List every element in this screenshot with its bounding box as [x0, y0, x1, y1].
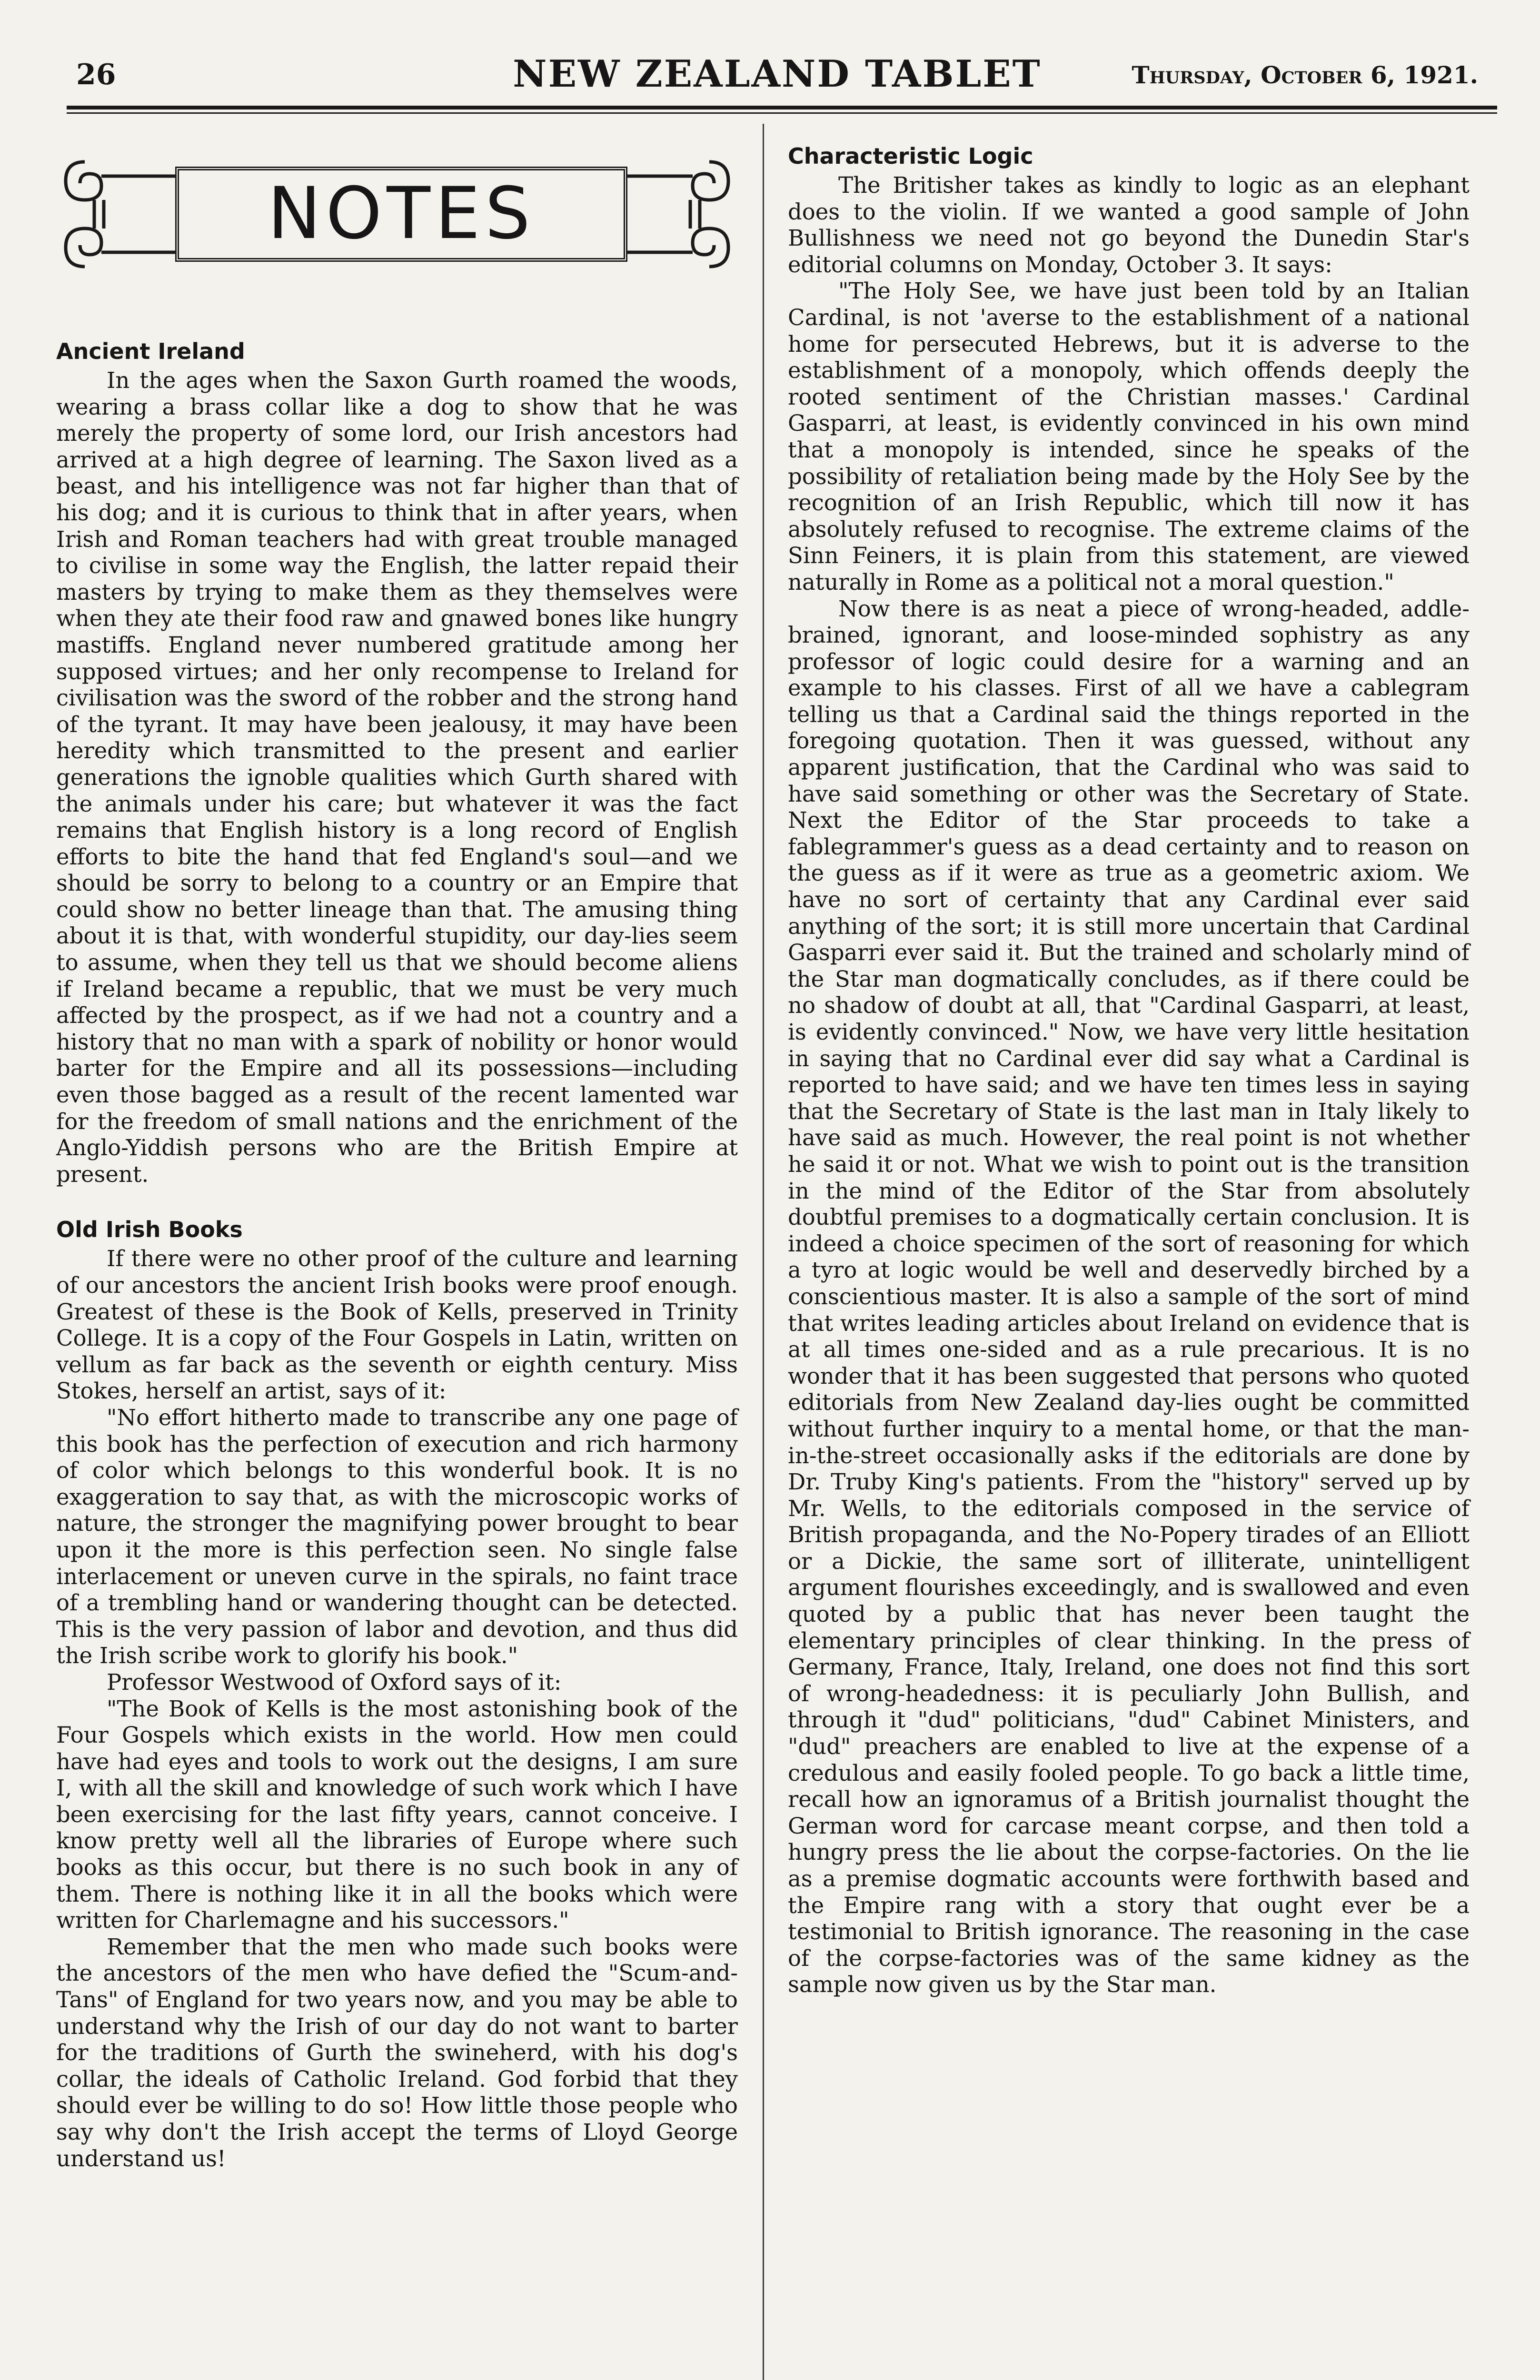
header-rule — [67, 106, 1497, 109]
issue-date: Thursday, October 6, 1921. — [1132, 61, 1478, 89]
section-heading: Ancient Ireland — [56, 338, 245, 364]
paragraph: The Britisher takes as kindly to logic as an elephant does to the violin. If we wanted a good sample of John Bullishness we need not go beyond the Dunedin Star's editorial columns on Monday, October 3. It says: — [788, 172, 1470, 278]
notes-box — [175, 167, 627, 262]
quotation: "No effort hitherto made to transcribe any one page of this book has the perfection of execution and rich harmony of color which belongs to this wonderful book. It is no exaggeration to say that, as with the microscopic works of nature, the stronger the magnifying power brought to bear upon it the more is this perfection seen. No single false interlacement or uneven curve in the spirals, no faint trace of a trembling hand or wandering thought can be detected. This is the very passion of labor and devotion, and thus did the Irish scribe work to glorify his book." — [56, 1404, 738, 1669]
masthead — [76, 52, 1478, 105]
section-heading: Old Irish Books — [56, 1217, 243, 1243]
paragraph: Professor Westwood of Oxford says of it: — [107, 1669, 562, 1695]
paragraph: If there were no other proof of the culture and learning of our ancestors the ancient Irish books were proof enough. Greatest of these is the Book of Kells, preserved in Trinity College. It is a copy of the Four Gospels in Latin, written on vellum as far back as the seventh or eighth century. Miss Stokes, herself an artist, says of it: — [56, 1246, 738, 1404]
notes-banner — [56, 148, 738, 338]
notes-label: NOTES — [268, 172, 535, 256]
right-column — [788, 143, 1470, 1998]
column-divider — [763, 124, 764, 2380]
quotation: "The Book of Kells is the most astonishing book of the Four Gospels which exists in the world. How men could have had eyes and tools to work out the designs, I am sure I, with all the skill and knowledge of such work which I have been exercising for the last fifty years, cannot conceive. I know pretty well all the libraries of Europe where such books as this occur, but there is no such book in any of them. There is nothing like it in all the books which were written for Charlemagne and his successors." — [56, 1696, 738, 1934]
section-heading: Characteristic Logic — [788, 143, 1033, 169]
newspaper-title: NEW ZEALAND TABLET — [513, 52, 1042, 96]
page-number: 26 — [76, 58, 116, 91]
quotation: "The Holy See, we have just been told by an Italian Cardinal, is not 'averse to the establishment of a national home for persecuted Hebrews, but it is adverse to the establishment of a monopoly, which offends deeply the rooted sentiment of the Christian masses.' Cardinal Gasparri, at least, is evidently convinced in his own mind that a monopoly is intended, since he speaks of the possibility of retaliation being made by the Holy See by the recognition of an Irish Republic, which till now it has absolutely refused to recognise. The extreme claims of the Sinn Feiners, it is plain from this statement, are viewed naturally in Rome as a political not a moral question." — [788, 278, 1470, 595]
left-column — [56, 152, 738, 2172]
paragraph: In the ages when the Saxon Gurth roamed the woods, wearing a brass collar like a dog to show that he was merely the property of some lord, our Irish ancestors had arrived at a high degree of learning. The Saxon lived as a beast, and his intelligence was not far higher than that of his dog; and it is curious to think that in after years, when Irish and Roman teachers had with great trouble managed to civilise in some way the English, the latter repaid their masters by trying to make them as they themselves were when they ate their food raw and gnawed bones like hungry mastiffs. England never numbered gratitude among her supposed virtues; and her only recompense to Ireland for civilisation was the sword of the robber and the strong hand of the tyrant. It may have been jealousy, it may have been heredity which transmitted to the present and earlier generations the ignoble qualities which Gurth shared with the animals under his care; but whatever it was the fact remains that English history is a long record of English efforts to bite the hand that fed England's soul—and we should be sorry to belong to a country or an Empire that could show no better lineage than that. The amusing thing about it is that, with wonderful stupidity, our day-lies seem to assume, when they tell us that we should become aliens if Ireland became a republic, that we must be very much affected by the prospect, as if we had not a country and a history that no man with a spark of nobility or honor would barter for the Empire and all its possessions—including even those bagged as a result of the recent lamented war for the freedom of small nations and the enrichment of the Anglo-Yiddish persons who are the British Empire at present. — [56, 367, 738, 1187]
header-rule-thin — [67, 112, 1497, 114]
paragraph: Now there is as neat a piece of wrong-headed, addle-brained, ignorant, and loose-minded sophistry as any professor of logic could desire for a warning and an example to his classes. First of all we have a cablegram telling us that a Cardinal said the things reported in the foregoing quotation. Then it was guessed, without any apparent justification, that the Cardinal who was said to have said something or other was the Secretary of State. Next the Editor of the Star proceeds to take a fablegrammer's guess as a dead certainty and to reason on the guess as if it were as true as a geometric axiom. We have no sort of certainty that any Cardinal ever said anything of the sort; it is still more uncertain that Cardinal Gasparri ever said it. But the trained and scholarly mind of the Star man dogmatically concludes, as if there could be no shadow of doubt at all, that "Cardinal Gasparri, at least, is evidently convinced." Now, we have very little hesitation in saying that no Cardinal ever did say what a Cardinal is reported to have said; and we have ten times less in saying that the Secretary of State is the last man in Italy likely to have said as much. However, the real point is not whether he said it or not. What we wish to point out is the transition in the mind of the Editor of the Star from absolutely doubtful premises to a dogmatically certain conclusion. It is indeed a choice specimen of the sort of reasoning for which a tyro at logic would be well and deservedly birched by a conscientious master. It is also a sample of the sort of mind that writes leading articles about Ireland on evidence that is at all times one-sided and as a rule precarious. It is no wonder that it has been suggested that persons who quoted editorials from New Zealand day-lies ought be committed without further inquiry to a mental home, or that the man-in-the-street occasionally asks if the editorials are done by Dr. Truby King's patients. From the "history" served up by Mr. Wells, to the editorials composed in the service of British propaganda, and the No-Popery tirades of an Elliott or a Dickie, the same sort of illiterate, unintelligent argument flourishes exceedingly, and is swallowed and even quoted by a public that has never been taught the elementary principles of clear thinking. In the press of Germany, France, Italy, Ireland, one does not find this sort of wrong-headedness: it is peculiarly John Bullish, and through it "dud" politicians, "dud" Cabinet Ministers, and "dud" preachers are enabled to live at the expense of a credulous and easily fooled people. To go back a little time, recall how an ignoramus of a British journalist thought the German word for carcase meant corpse, and then told a hungry press the lie about the corpse-factories. On the lie as a premise dogmatic accounts were forthwith based and the Empire rang with a story that ought ever be a testimonial to British ignorance. The reasoning in the case of the corpse-factories was of the same kidney as the sample now given us by the Star man. — [788, 595, 1470, 1998]
paragraph: Remember that the men who made such books were the ancestors of the men who have defied the "Scum-and-Tans" of England for two years now, and you may be able to understand why the Irish of our day do not want to barter for the traditions of Gurth the swineherd, with his dog's collar, the ideals of Catholic Ireland. God forbid that they should ever be willing to do so! How little those people who say why don't the Irish accept the terms of Lloyd George understand us! — [56, 1934, 738, 2172]
